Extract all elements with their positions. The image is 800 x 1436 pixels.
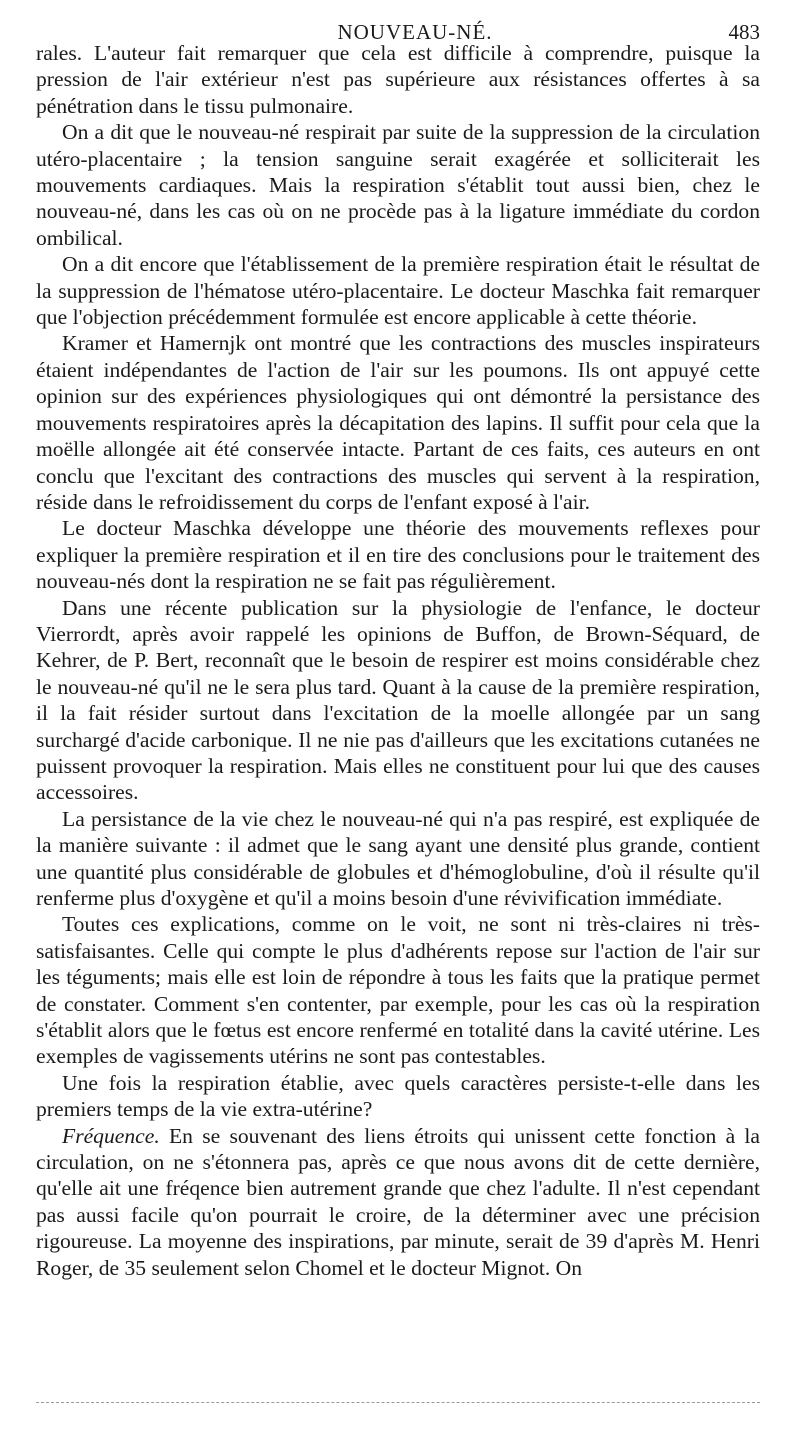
page-header: [36, 0, 760, 44]
paragraph-8: Toutes ces explications, comme on le voit, ne sont ni très-claires ni très-satisfaisantes. Celle qui compte le plus d'adhérents repose sur l'action de l'air sur les téguments; mais elle est loin de répondre à tous les faits que la pratique permet de constater. Comment s'en contenter, par exemple, pour les cas où la respiration s'établit alors que le fœtus est encore renfermé en totalité dans la cavité utérine. Les exemples de vagissements utérins ne sont pas contestables.: [36, 912, 760, 1069]
paragraph-6: Dans une récente publication sur la physiologie de l'enfance, le docteur Vierrordt, après avoir rappelé les opinions de Buffon, de Brown-Séquard, de Kehrer, de P. Bert, reconnaît que le besoin de respirer est moins considérable chez le nouveau-né qu'il ne le sera plus tard. Quant à la cause de la première respiration, il la fait résider surtout dans l'excitation de la moelle allongée par un sang surchargé d'acide carbonique. Il ne nie pas d'ailleurs que les excitations cutanées ne puissent provoquer la respiration. Mais elles ne constituent pour lui que des causes accessoires.: [36, 595, 760, 805]
paragraph-10-text: En se souvenant des liens étroits qui unissent cette fonction à la circulation, on ne s'étonnera pas, après ce que nous avons dit de cette dernière, qu'elle ait une fréqence bien autrement grande que chez l'adulte. Il n'est cependant pas aussi facile qu'on pourrait le croire, de la déterminer avec une précision rigoureuse. La moyenne des inspirations, par minute, serait de 39 d'après M. Henri Roger, de 35 seulement selon Chomel et le docteur Mignot. On: [36, 1123, 760, 1280]
paragraph-1: rales. L'auteur fait remarquer que cela est difficile à comprendre, puisque la pression de l'air extérieur n'est pas supérieure aux résistances offertes à sa pénétration dans le tissu pulmonaire.: [36, 41, 760, 118]
body-text: [36, 40, 760, 1281]
paragraph-2: On a dit que le nouveau-né respirait par suite de la suppression de la circulation utéro-placentaire ; la tension sanguine serait exagérée et solliciterait les mouvements cardiaques. Mais la respiration s'établit tout aussi bien, chez le nouveau-né, dans les cas où on ne procède pas à la ligature immédiate du cordon ombilical.: [36, 120, 760, 250]
footer-rule: [36, 1402, 760, 1403]
paragraph-7: La persistance de la vie chez le nouveau-né qui n'a pas respiré, est expliquée de la manière suivante : il admet que le sang ayant une densité plus grande, contient une quantité plus considérable de globules et d'hémoglobuline, d'où il résulte qu'il renferme plus d'oxygène et qu'il a moins besoin d'une révivification immédiate.: [36, 806, 760, 910]
page-number: 483: [728, 20, 760, 44]
running-title: NOUVEAU-NÉ.: [337, 20, 493, 44]
paragraph-9: Une fois la respiration établie, avec quels caractères persiste-t-elle dans les premiers temps de la vie extra-utérine?: [36, 1070, 760, 1122]
paragraph-3: On a dit encore que l'établissement de la première respiration était le résultat de la suppression de l'hématose utéro-placentaire. Le docteur Maschka fait remarquer que l'objection précédemment formulée est encore applicable à cette théorie.: [36, 252, 760, 330]
paragraph-4: Kramer et Hamernjk ont montré que les contractions des muscles inspirateurs étaient indépendantes de l'action de l'air sur les poumons. Ils ont appuyé cette opinion sur des expériences physiologiques qui ont démontré la persistance des mouvements respiratoires après la décapitation des lapins. Il suffit pour cela que la moëlle allongée ait été conservée intacte. Partant de ces faits, ces auteurs en ont conclu que l'excitant des contractions des muscles qui servent à la respiration, réside dans le refroidissement du corps de l'enfant exposé à l'air.: [36, 331, 760, 514]
paragraph-5: Le docteur Maschka développe une théorie des mouvements reflexes pour expliquer la première respiration et il en tire des conclusions pour le traitement des nouveau-nés dont la respiration ne se fait pas régulièrement.: [36, 516, 760, 594]
section-lead: Fréquence.: [62, 1123, 160, 1148]
paragraph-10: [36, 1123, 760, 1281]
